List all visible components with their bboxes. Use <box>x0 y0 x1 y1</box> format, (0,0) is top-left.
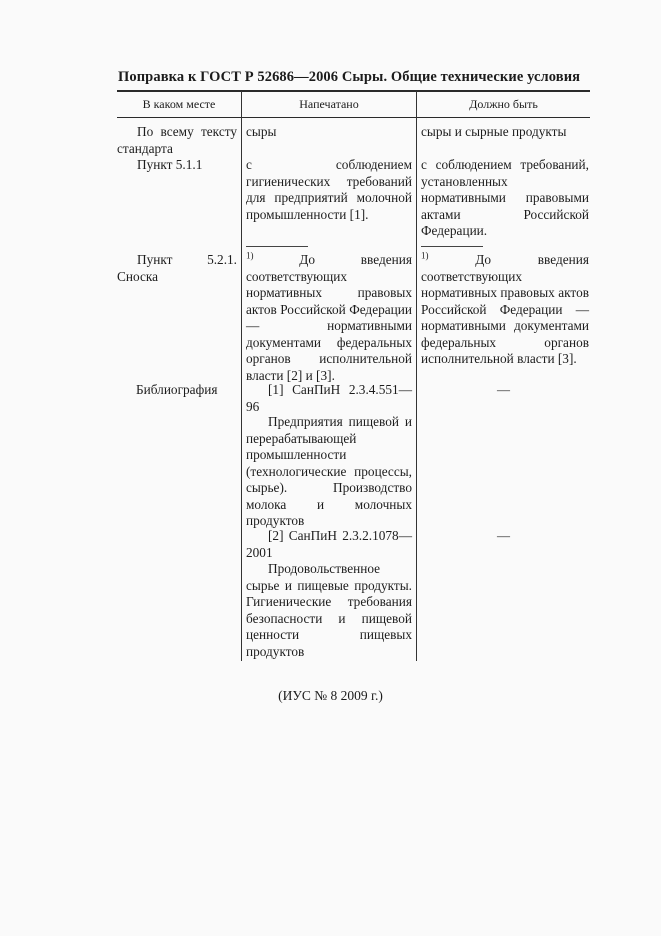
ref1-should-be: — <box>497 382 510 397</box>
header-where: В каком месте <box>142 97 216 111</box>
page-title: Поправка к ГОСТ Р 52686—2006 Сыры. Общие технические условия <box>118 69 581 85</box>
table-header-rule <box>117 117 590 118</box>
header-printed: Напечатано <box>299 97 359 111</box>
row2-should-be: с соблюдением требований, установленных нормативными правовыми актами Российской Федерации. <box>421 157 589 238</box>
ref2-should-be: — <box>497 528 510 543</box>
ref1-code: [1] СанПиН 2.3.4.551—96 <box>246 382 412 414</box>
row2-where: Пункт 5.1.1 <box>137 157 203 172</box>
row1-where: По всему тексту стандарта <box>117 124 237 156</box>
footnote-marker: 1) <box>246 250 254 261</box>
table-top-rule <box>117 90 590 92</box>
row3-where: Пункт 5.2.1. Сноска <box>117 252 237 284</box>
row1-should-be: сыры и сырные продукты <box>421 124 567 139</box>
row3-should-be <box>421 252 589 368</box>
footnote-rule-printed <box>246 246 308 247</box>
ref2-code: [2] СанПиН 2.3.2.1078—2001 <box>246 528 412 560</box>
row2-printed: с соблюдением гигиенических требований для предприятий молочной промышленности [1]. <box>246 157 412 222</box>
footnote-marker: 1) <box>421 250 429 261</box>
ref2-text: Продовольственное сырье и пищевые продукты. Гигиенические требования безопасности и пищевой ценности пищевых продуктов <box>246 561 412 659</box>
row4-where: Библиография <box>136 382 218 397</box>
column-divider-1 <box>241 91 242 661</box>
row3-should-be-text: До введения соответствующих нормативных правовых актов Российской Федерации — нормативными документами федеральных органов исполнительной власти [3]. <box>421 252 589 366</box>
column-divider-2 <box>416 91 417 661</box>
footnote-rule-should-be <box>421 246 483 247</box>
row3-printed-text: До введения соответствующих нормативных правовых актов Российской Федерации — нормативными документами федеральных органов исполнительной власти [2] и [3]. <box>246 252 412 383</box>
row3-printed <box>246 252 412 384</box>
header-should-be: Должно быть <box>469 97 538 111</box>
row1-printed: сыры <box>246 124 277 139</box>
footer-issue: (ИУС № 8 2009 г.) <box>278 688 383 703</box>
ref1-text: Предприятия пищевой и перерабатывающей промышленности (технологические процессы, сырье). Производство молока и молочных продуктов <box>246 414 412 528</box>
